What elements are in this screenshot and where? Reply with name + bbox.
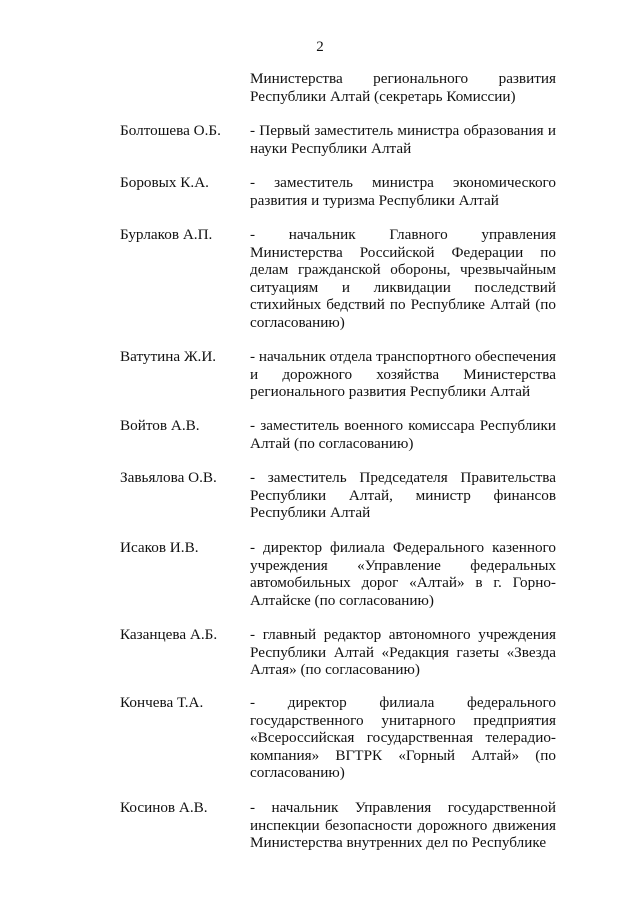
member-name: Войтов А.В. — [120, 417, 200, 434]
member-name: Исаков И.В. — [120, 539, 199, 556]
member-role: - Первый заместитель министра образования и науки Республики Алтай — [250, 122, 556, 157]
member-name: Ватутина Ж.И. — [120, 348, 217, 365]
member-role: - директор филиала Федерального казенного учреждения «Управление федеральных автомобильных дорог «Алтай» в г. Горно-Алтайске (по согласованию) — [250, 539, 556, 609]
member-role: - заместитель военного комиссара Республики Алтай (по согласованию) — [250, 417, 556, 452]
member-role: - директор филиала федерального государственного унитарного предприятия «Всероссийская государственная телерадио-компания» ВГТРК «Горный Алтай» (по согласованию) — [250, 694, 556, 782]
member-name: Болтошева О.Б. — [120, 122, 221, 139]
member-name: Косинов А.В. — [120, 799, 208, 816]
member-name: Завьялова О.В. — [120, 469, 217, 486]
member-role: - заместитель Председателя Правительства Республики Алтай, министр финансов Республики Алтай — [250, 469, 556, 522]
member-role: - главный редактор автономного учреждения Республики Алтай «Редакция газеты «Звезда Алтая» (по согласованию) — [250, 626, 556, 679]
continued-role-text: Министерства регионального развития Республики Алтай (секретарь Комиссии) — [250, 70, 556, 105]
member-role: - начальник отдела транспортного обеспечения и дорожного хозяйства Министерства регионального развития Республики Алтай — [250, 348, 556, 401]
member-name: Кончева Т.А. — [120, 694, 204, 711]
member-name: Бурлаков А.П. — [120, 226, 213, 243]
member-role: - начальник Управления государственной инспекции безопасности дорожного движения Министерства внутренних дел по Республике — [250, 799, 556, 852]
member-name: Боровых К.А. — [120, 174, 209, 191]
member-role: - заместитель министра экономического развития и туризма Республики Алтай — [250, 174, 556, 209]
member-name: Казанцева А.Б. — [120, 626, 218, 643]
member-role: - начальник Главного управления Министерства Российской Федерации по делам гражданской обороны, чрезвычайным ситуациям и ликвидации последствий стихийных бедствий по Республике Алтай (по согласованию) — [250, 226, 556, 331]
page-number: 2 — [316, 39, 324, 55]
